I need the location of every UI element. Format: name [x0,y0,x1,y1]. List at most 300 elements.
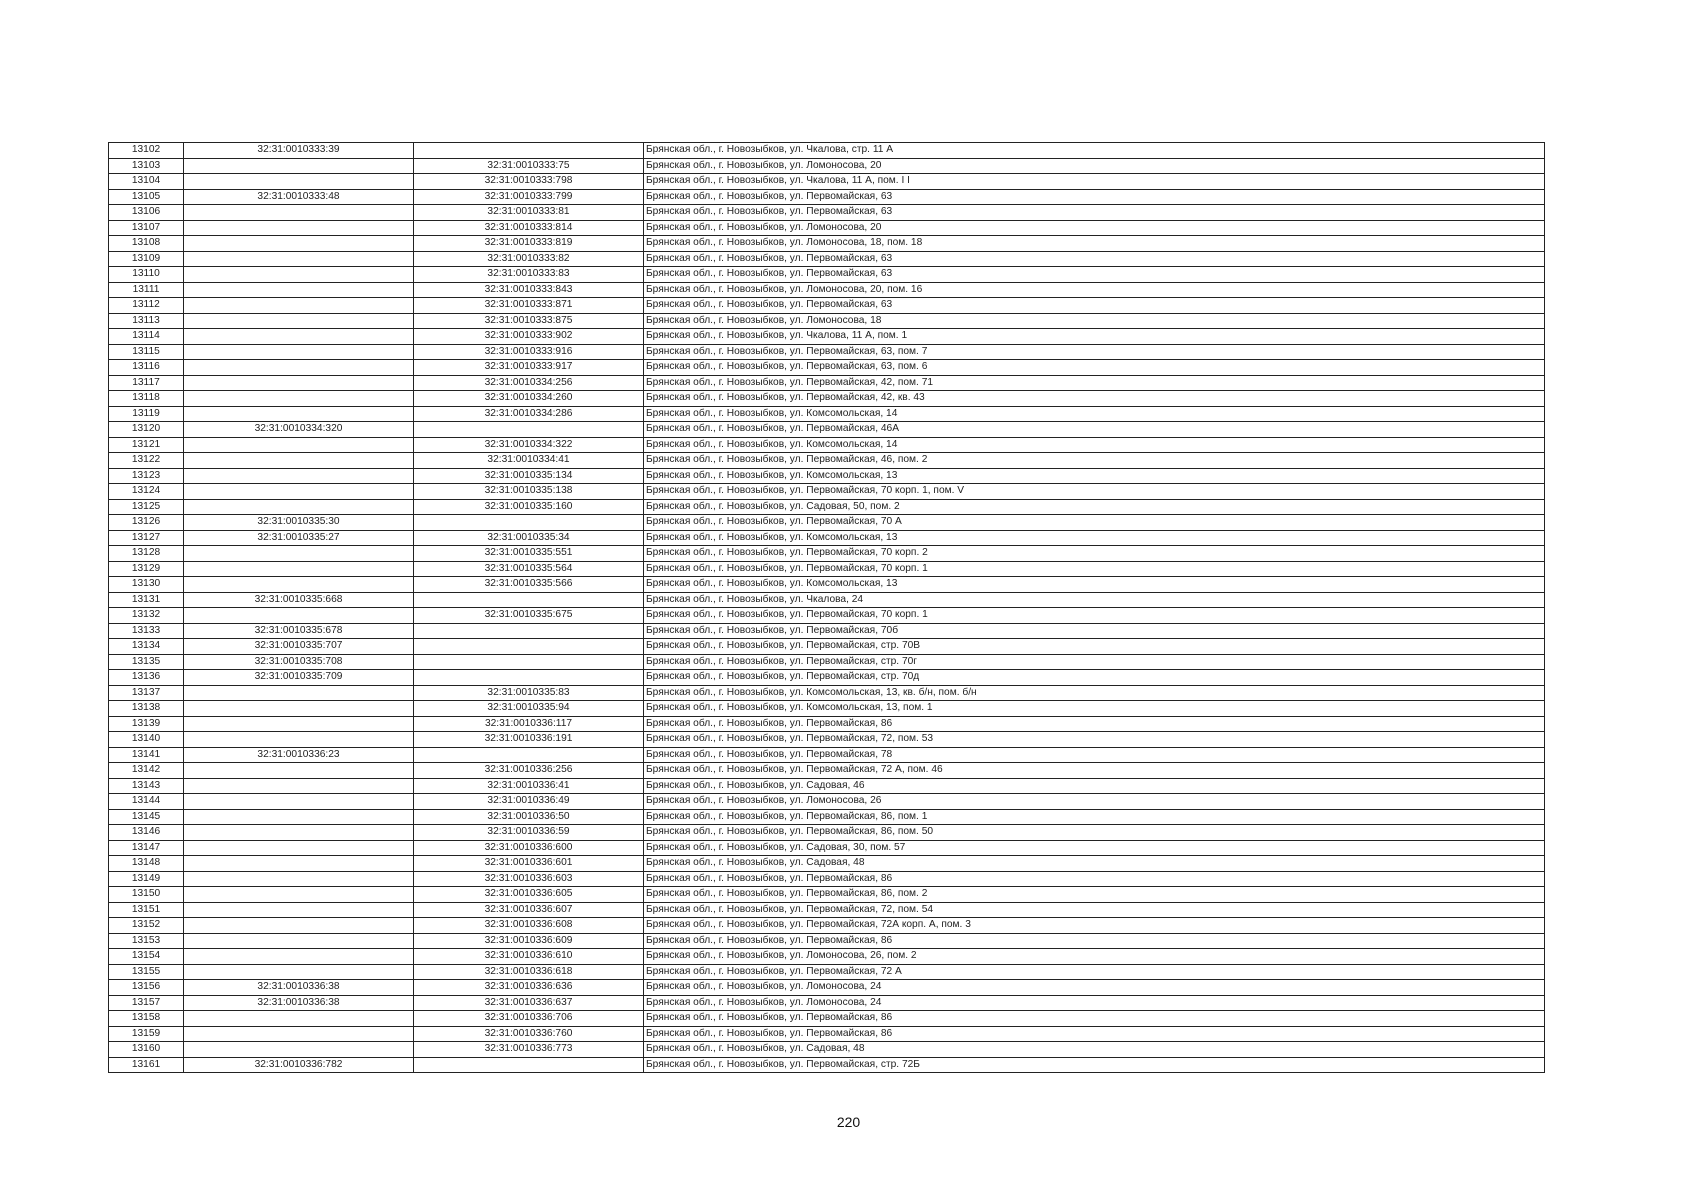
table-row [109,530,1545,546]
land-cadastral-number-cell [184,360,414,376]
object-cadastral-number-cell: 32:31:0010336:256 [414,763,644,779]
object-cadastral-number-cell: 32:31:0010333:875 [414,313,644,329]
object-cadastral-number-cell: 32:31:0010336:603 [414,871,644,887]
table-row [109,189,1545,205]
land-cadastral-number-cell [184,856,414,872]
address-cell: Брянская обл., г. Новозыбков, ул. Первомайская, 70 корп. 1 [644,561,1545,577]
land-cadastral-number-cell: 32:31:0010333:48 [184,189,414,205]
row-number-cell: 13143 [109,778,184,794]
table-row [109,220,1545,236]
row-number-cell: 13133 [109,623,184,639]
address-cell: Брянская обл., г. Новозыбков, ул. Комсомольская, 13, кв. б/н, пом. б/н [644,685,1545,701]
row-number-cell: 13148 [109,856,184,872]
object-cadastral-number-cell: 32:31:0010334:41 [414,453,644,469]
address-cell: Брянская обл., г. Новозыбков, ул. Первомайская, 63 [644,189,1545,205]
object-cadastral-number-cell: 32:31:0010334:322 [414,437,644,453]
address-cell: Брянская обл., г. Новозыбков, ул. Чкалова, 24 [644,592,1545,608]
object-cadastral-number-cell: 32:31:0010336:636 [414,980,644,996]
object-cadastral-number-cell: 32:31:0010336:608 [414,918,644,934]
land-cadastral-number-cell [184,933,414,949]
table-row [109,468,1545,484]
row-number-cell: 13139 [109,716,184,732]
object-cadastral-number-cell: 32:31:0010335:675 [414,608,644,624]
land-cadastral-number-cell [184,453,414,469]
row-number-cell: 13127 [109,530,184,546]
address-cell: Брянская обл., г. Новозыбков, ул. Первомайская, 86 [644,871,1545,887]
address-cell: Брянская обл., г. Новозыбков, ул. Первомайская, 42, кв. 43 [644,391,1545,407]
address-cell: Брянская обл., г. Новозыбков, ул. Садовая, 50, пом. 2 [644,499,1545,515]
table-row [109,1042,1545,1058]
address-cell: Брянская обл., г. Новозыбков, ул. Первомайская, 86 [644,716,1545,732]
registry-table [108,142,1545,1073]
object-cadastral-number-cell: 32:31:0010336:610 [414,949,644,965]
land-cadastral-number-cell: 32:31:0010335:709 [184,670,414,686]
land-cadastral-number-cell [184,685,414,701]
address-cell: Брянская обл., г. Новозыбков, ул. Первомайская, 72 А, пом. 46 [644,763,1545,779]
land-cadastral-number-cell [184,267,414,283]
land-cadastral-number-cell: 32:31:0010335:668 [184,592,414,608]
land-cadastral-number-cell [184,964,414,980]
table-row [109,174,1545,190]
row-number-cell: 13107 [109,220,184,236]
row-number-cell: 13121 [109,437,184,453]
table-row [109,840,1545,856]
row-number-cell: 13120 [109,422,184,438]
row-number-cell: 13138 [109,701,184,717]
land-cadastral-number-cell [184,282,414,298]
land-cadastral-number-cell [184,174,414,190]
address-cell: Брянская обл., г. Новозыбков, ул. Ломоносова, 18, пом. 18 [644,236,1545,252]
land-cadastral-number-cell [184,949,414,965]
object-cadastral-number-cell: 32:31:0010333:843 [414,282,644,298]
address-cell: Брянская обл., г. Новозыбков, ул. Садовая, 46 [644,778,1545,794]
land-cadastral-number-cell [184,902,414,918]
address-cell: Брянская обл., г. Новозыбков, ул. Первомайская, 46, пом. 2 [644,453,1545,469]
table-row [109,360,1545,376]
land-cadastral-number-cell [184,468,414,484]
row-number-cell: 13123 [109,468,184,484]
row-number-cell: 13146 [109,825,184,841]
address-cell: Брянская обл., г. Новозыбков, ул. Первомайская, 72 А [644,964,1545,980]
table-row [109,329,1545,345]
land-cadastral-number-cell [184,763,414,779]
table-row [109,375,1545,391]
land-cadastral-number-cell [184,546,414,562]
address-cell: Брянская обл., г. Новозыбков, ул. Первомайская, 78 [644,747,1545,763]
table-row [109,1011,1545,1027]
row-number-cell: 13157 [109,995,184,1011]
row-number-cell: 13104 [109,174,184,190]
object-cadastral-number-cell [414,143,644,159]
address-cell: Брянская обл., г. Новозыбков, ул. Первомайская, 63, пом. 7 [644,344,1545,360]
land-cadastral-number-cell [184,871,414,887]
land-cadastral-number-cell [184,391,414,407]
table-row [109,313,1545,329]
table-row [109,546,1545,562]
row-number-cell: 13152 [109,918,184,934]
table-row [109,933,1545,949]
object-cadastral-number-cell: 32:31:0010335:160 [414,499,644,515]
land-cadastral-number-cell: 32:31:0010336:782 [184,1057,414,1073]
land-cadastral-number-cell: 32:31:0010336:23 [184,747,414,763]
row-number-cell: 13116 [109,360,184,376]
land-cadastral-number-cell [184,205,414,221]
land-cadastral-number-cell [184,236,414,252]
object-cadastral-number-cell: 32:31:0010335:564 [414,561,644,577]
row-number-cell: 13154 [109,949,184,965]
land-cadastral-number-cell [184,887,414,903]
registry-table-container [108,142,1544,1073]
table-row [109,701,1545,717]
address-cell: Брянская обл., г. Новозыбков, ул. Первомайская, 70 корп. 1 [644,608,1545,624]
address-cell: Брянская обл., г. Новозыбков, ул. Ломоносова, 20, пом. 16 [644,282,1545,298]
row-number-cell: 13108 [109,236,184,252]
row-number-cell: 13103 [109,158,184,174]
row-number-cell: 13117 [109,375,184,391]
table-row [109,298,1545,314]
table-row [109,623,1545,639]
table-row [109,639,1545,655]
table-row [109,1026,1545,1042]
object-cadastral-number-cell: 32:31:0010333:83 [414,267,644,283]
table-row [109,561,1545,577]
address-cell: Брянская обл., г. Новозыбков, ул. Ломоносова, 20 [644,158,1545,174]
row-number-cell: 13132 [109,608,184,624]
table-row [109,422,1545,438]
land-cadastral-number-cell: 32:31:0010336:38 [184,980,414,996]
object-cadastral-number-cell: 32:31:0010335:134 [414,468,644,484]
table-row [109,918,1545,934]
row-number-cell: 13105 [109,189,184,205]
land-cadastral-number-cell [184,344,414,360]
table-row [109,949,1545,965]
row-number-cell: 13156 [109,980,184,996]
table-row [109,778,1545,794]
land-cadastral-number-cell [184,778,414,794]
object-cadastral-number-cell: 32:31:0010336:607 [414,902,644,918]
object-cadastral-number-cell: 32:31:0010336:601 [414,856,644,872]
table-row [109,158,1545,174]
table-row [109,871,1545,887]
land-cadastral-number-cell: 32:31:0010335:678 [184,623,414,639]
object-cadastral-number-cell: 32:31:0010336:600 [414,840,644,856]
row-number-cell: 13142 [109,763,184,779]
table-row [109,902,1545,918]
address-cell: Брянская обл., г. Новозыбков, ул. Чкалова, стр. 11 А [644,143,1545,159]
land-cadastral-number-cell [184,499,414,515]
object-cadastral-number-cell: 32:31:0010336:59 [414,825,644,841]
object-cadastral-number-cell: 32:31:0010335:83 [414,685,644,701]
address-cell: Брянская обл., г. Новозыбков, ул. Чкалова, 11 А, пом. I I [644,174,1545,190]
land-cadastral-number-cell [184,298,414,314]
row-number-cell: 13149 [109,871,184,887]
object-cadastral-number-cell [414,623,644,639]
address-cell: Брянская обл., г. Новозыбков, ул. Комсомольская, 13 [644,468,1545,484]
address-cell: Брянская обл., г. Новозыбков, ул. Первомайская, 63, пом. 6 [644,360,1545,376]
row-number-cell: 13124 [109,484,184,500]
object-cadastral-number-cell: 32:31:0010334:286 [414,406,644,422]
row-number-cell: 13109 [109,251,184,267]
object-cadastral-number-cell: 32:31:0010336:41 [414,778,644,794]
address-cell: Брянская обл., г. Новозыбков, ул. Комсомольская, 13 [644,530,1545,546]
address-cell: Брянская обл., г. Новозыбков, ул. Первомайская, 63 [644,267,1545,283]
row-number-cell: 13140 [109,732,184,748]
table-row [109,747,1545,763]
table-row [109,453,1545,469]
object-cadastral-number-cell: 32:31:0010333:814 [414,220,644,236]
table-row [109,515,1545,531]
land-cadastral-number-cell [184,329,414,345]
row-number-cell: 13137 [109,685,184,701]
address-cell: Брянская обл., г. Новозыбков, ул. Первомайская, 72, пом. 53 [644,732,1545,748]
land-cadastral-number-cell: 32:31:0010335:708 [184,654,414,670]
object-cadastral-number-cell: 32:31:0010335:551 [414,546,644,562]
address-cell: Брянская обл., г. Новозыбков, ул. Ломоносова, 18 [644,313,1545,329]
object-cadastral-number-cell [414,654,644,670]
address-cell: Брянская обл., г. Новозыбков, ул. Чкалова, 11 А, пом. 1 [644,329,1545,345]
land-cadastral-number-cell: 32:31:0010335:27 [184,530,414,546]
table-row [109,794,1545,810]
land-cadastral-number-cell [184,840,414,856]
address-cell: Брянская обл., г. Новозыбков, ул. Ломоносова, 24 [644,980,1545,996]
table-row [109,980,1545,996]
object-cadastral-number-cell: 32:31:0010335:566 [414,577,644,593]
land-cadastral-number-cell [184,406,414,422]
land-cadastral-number-cell: 32:31:0010333:39 [184,143,414,159]
table-row [109,282,1545,298]
land-cadastral-number-cell [184,313,414,329]
table-row [109,236,1545,252]
table-row [109,887,1545,903]
row-number-cell: 13115 [109,344,184,360]
table-row [109,809,1545,825]
row-number-cell: 13118 [109,391,184,407]
row-number-cell: 13135 [109,654,184,670]
object-cadastral-number-cell: 32:31:0010333:902 [414,329,644,345]
table-row [109,763,1545,779]
row-number-cell: 13150 [109,887,184,903]
table-row [109,716,1545,732]
address-cell: Брянская обл., г. Новозыбков, ул. Первомайская, стр. 70В [644,639,1545,655]
object-cadastral-number-cell: 32:31:0010336:706 [414,1011,644,1027]
row-number-cell: 13158 [109,1011,184,1027]
object-cadastral-number-cell: 32:31:0010333:916 [414,344,644,360]
object-cadastral-number-cell: 32:31:0010335:94 [414,701,644,717]
row-number-cell: 13159 [109,1026,184,1042]
land-cadastral-number-cell [184,437,414,453]
address-cell: Брянская обл., г. Новозыбков, ул. Первомайская, 86 [644,1011,1545,1027]
object-cadastral-number-cell: 32:31:0010333:81 [414,205,644,221]
table-row [109,577,1545,593]
address-cell: Брянская обл., г. Новозыбков, ул. Комсомольская, 14 [644,437,1545,453]
row-number-cell: 13114 [109,329,184,345]
land-cadastral-number-cell [184,561,414,577]
address-cell: Брянская обл., г. Новозыбков, ул. Ломоносова, 20 [644,220,1545,236]
land-cadastral-number-cell [184,220,414,236]
address-cell: Брянская обл., г. Новозыбков, ул. Комсомольская, 13 [644,577,1545,593]
address-cell: Брянская обл., г. Новозыбков, ул. Комсомольская, 14 [644,406,1545,422]
address-cell: Брянская обл., г. Новозыбков, ул. Садовая, 30, пом. 57 [644,840,1545,856]
row-number-cell: 13106 [109,205,184,221]
row-number-cell: 13122 [109,453,184,469]
row-number-cell: 13126 [109,515,184,531]
address-cell: Брянская обл., г. Новозыбков, ул. Первомайская, 86, пом. 50 [644,825,1545,841]
row-number-cell: 13111 [109,282,184,298]
row-number-cell: 13119 [109,406,184,422]
address-cell: Брянская обл., г. Новозыбков, ул. Первомайская, 72А корп. А, пом. 3 [644,918,1545,934]
object-cadastral-number-cell: 32:31:0010334:260 [414,391,644,407]
address-cell: Брянская обл., г. Новозыбков, ул. Первомайская, стр. 70д [644,670,1545,686]
land-cadastral-number-cell [184,1042,414,1058]
address-cell: Брянская обл., г. Новозыбков, ул. Первомайская, 46А [644,422,1545,438]
land-cadastral-number-cell: 32:31:0010334:320 [184,422,414,438]
table-row [109,406,1545,422]
object-cadastral-number-cell: 32:31:0010336:191 [414,732,644,748]
object-cadastral-number-cell: 32:31:0010333:819 [414,236,644,252]
row-number-cell: 13112 [109,298,184,314]
object-cadastral-number-cell: 32:31:0010336:637 [414,995,644,1011]
object-cadastral-number-cell: 32:31:0010334:256 [414,375,644,391]
table-row [109,964,1545,980]
land-cadastral-number-cell [184,251,414,267]
object-cadastral-number-cell [414,747,644,763]
object-cadastral-number-cell: 32:31:0010336:609 [414,933,644,949]
address-cell: Брянская обл., г. Новозыбков, ул. Первомайская, 42, пом. 71 [644,375,1545,391]
row-number-cell: 13160 [109,1042,184,1058]
object-cadastral-number-cell: 32:31:0010333:798 [414,174,644,190]
address-cell: Брянская обл., г. Новозыбков, ул. Первомайская, 86, пом. 2 [644,887,1545,903]
land-cadastral-number-cell [184,918,414,934]
row-number-cell: 13129 [109,561,184,577]
page-number: 220 [836,1114,861,1130]
land-cadastral-number-cell [184,484,414,500]
row-number-cell: 13113 [109,313,184,329]
address-cell: Брянская обл., г. Новозыбков, ул. Первомайская, 86 [644,933,1545,949]
land-cadastral-number-cell [184,809,414,825]
land-cadastral-number-cell: 32:31:0010335:707 [184,639,414,655]
land-cadastral-number-cell [184,794,414,810]
object-cadastral-number-cell [414,422,644,438]
row-number-cell: 13145 [109,809,184,825]
address-cell: Брянская обл., г. Новозыбков, ул. Первомайская, 72, пом. 54 [644,902,1545,918]
object-cadastral-number-cell: 32:31:0010336:605 [414,887,644,903]
table-row [109,251,1545,267]
address-cell: Брянская обл., г. Новозыбков, ул. Ломоносова, 26, пом. 2 [644,949,1545,965]
table-row [109,856,1545,872]
land-cadastral-number-cell [184,158,414,174]
row-number-cell: 13128 [109,546,184,562]
land-cadastral-number-cell [184,701,414,717]
object-cadastral-number-cell: 32:31:0010336:760 [414,1026,644,1042]
land-cadastral-number-cell [184,577,414,593]
land-cadastral-number-cell [184,608,414,624]
row-number-cell: 13153 [109,933,184,949]
table-row [109,825,1545,841]
land-cadastral-number-cell [184,1011,414,1027]
address-cell: Брянская обл., г. Новозыбков, ул. Первомайская, 63 [644,298,1545,314]
table-row [109,143,1545,159]
address-cell: Брянская обл., г. Новозыбков, ул. Первомайская, 70б [644,623,1545,639]
table-row [109,670,1545,686]
address-cell: Брянская обл., г. Новозыбков, ул. Первомайская, стр. 70г [644,654,1545,670]
object-cadastral-number-cell [414,592,644,608]
row-number-cell: 13125 [109,499,184,515]
address-cell: Брянская обл., г. Новозыбков, ул. Первомайская, стр. 72Б [644,1057,1545,1073]
row-number-cell: 13134 [109,639,184,655]
address-cell: Брянская обл., г. Новозыбков, ул. Ломоносова, 24 [644,995,1545,1011]
object-cadastral-number-cell: 32:31:0010333:871 [414,298,644,314]
table-row [109,344,1545,360]
address-cell: Брянская обл., г. Новозыбков, ул. Первомайская, 63 [644,251,1545,267]
table-row [109,484,1545,500]
land-cadastral-number-cell: 32:31:0010336:38 [184,995,414,1011]
table-row [109,732,1545,748]
table-row [109,1057,1545,1073]
land-cadastral-number-cell [184,732,414,748]
row-number-cell: 13144 [109,794,184,810]
address-cell: Брянская обл., г. Новозыбков, ул. Первомайская, 70 корп. 1, пом. V [644,484,1545,500]
land-cadastral-number-cell [184,716,414,732]
land-cadastral-number-cell [184,825,414,841]
row-number-cell: 13110 [109,267,184,283]
object-cadastral-number-cell: 32:31:0010333:82 [414,251,644,267]
object-cadastral-number-cell: 32:31:0010333:799 [414,189,644,205]
address-cell: Брянская обл., г. Новозыбков, ул. Первомайская, 86 [644,1026,1545,1042]
object-cadastral-number-cell: 32:31:0010333:75 [414,158,644,174]
land-cadastral-number-cell: 32:31:0010335:30 [184,515,414,531]
registry-table-body [109,143,1545,1073]
table-row [109,608,1545,624]
object-cadastral-number-cell [414,639,644,655]
object-cadastral-number-cell: 32:31:0010336:117 [414,716,644,732]
object-cadastral-number-cell: 32:31:0010335:34 [414,530,644,546]
table-row [109,654,1545,670]
address-cell: Брянская обл., г. Новозыбков, ул. Первомайская, 86, пом. 1 [644,809,1545,825]
address-cell: Брянская обл., г. Новозыбков, ул. Садовая, 48 [644,1042,1545,1058]
object-cadastral-number-cell: 32:31:0010336:49 [414,794,644,810]
object-cadastral-number-cell [414,515,644,531]
land-cadastral-number-cell [184,1026,414,1042]
row-number-cell: 13130 [109,577,184,593]
row-number-cell: 13102 [109,143,184,159]
row-number-cell: 13141 [109,747,184,763]
table-row [109,267,1545,283]
object-cadastral-number-cell: 32:31:0010333:917 [414,360,644,376]
address-cell: Брянская обл., г. Новозыбков, ул. Комсомольская, 13, пом. 1 [644,701,1545,717]
row-number-cell: 13147 [109,840,184,856]
table-row [109,499,1545,515]
object-cadastral-number-cell [414,1057,644,1073]
row-number-cell: 13131 [109,592,184,608]
table-row [109,592,1545,608]
land-cadastral-number-cell [184,375,414,391]
object-cadastral-number-cell: 32:31:0010336:618 [414,964,644,980]
row-number-cell: 13155 [109,964,184,980]
object-cadastral-number-cell [414,670,644,686]
address-cell: Брянская обл., г. Новозыбков, ул. Первомайская, 63 [644,205,1545,221]
table-row [109,995,1545,1011]
row-number-cell: 13136 [109,670,184,686]
address-cell: Брянская обл., г. Новозыбков, ул. Первомайская, 70 корп. 2 [644,546,1545,562]
object-cadastral-number-cell: 32:31:0010336:773 [414,1042,644,1058]
table-row [109,685,1545,701]
table-row [109,205,1545,221]
row-number-cell: 13161 [109,1057,184,1073]
address-cell: Брянская обл., г. Новозыбков, ул. Первомайская, 70 А [644,515,1545,531]
address-cell: Брянская обл., г. Новозыбков, ул. Садовая, 48 [644,856,1545,872]
row-number-cell: 13151 [109,902,184,918]
table-row [109,391,1545,407]
